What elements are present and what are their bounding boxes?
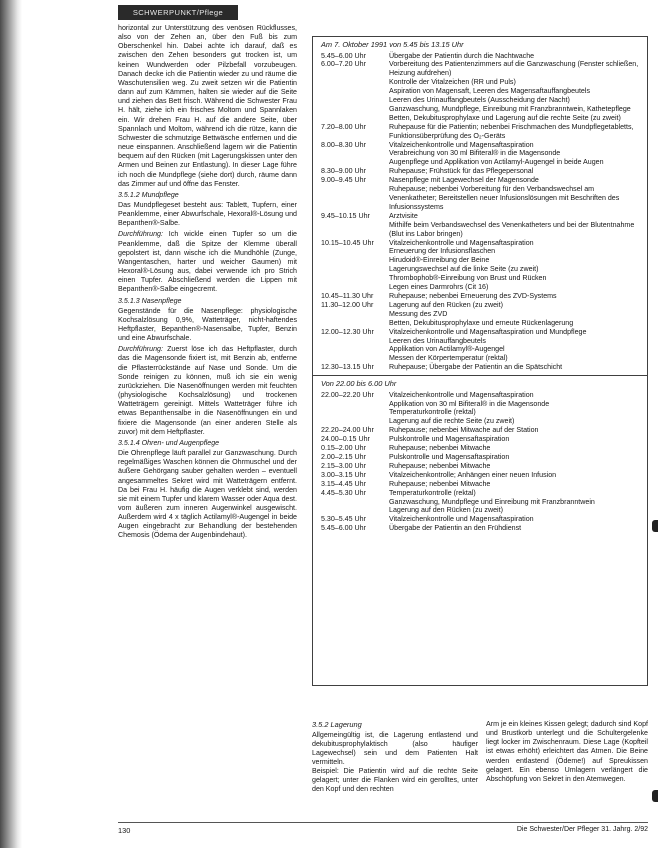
schedule-tasks xyxy=(389,444,643,453)
schedule-tasks xyxy=(389,391,643,427)
night-schedule-list xyxy=(313,391,647,534)
schedule-task: Erneuerung der Infusionsflaschen xyxy=(389,247,496,256)
schedule-task: Leeren des Urinauffangbeutels (Ausscheidung der Nacht) xyxy=(389,96,570,105)
schedule-tasks xyxy=(389,212,643,239)
subsection-heading: 3.5.1.4 Ohren- und Augenpflege xyxy=(118,438,220,447)
schedule-time: 22.20–24.00 Uhr xyxy=(321,426,374,435)
schedule-time: 0.15–2.00 Uhr xyxy=(321,444,366,453)
schedule-task: Legen eines Darmrohrs (Cit 16) xyxy=(389,283,489,292)
lagerung-paragraph: Allgemeingültig ist, die Lagerung entlastend und dekubitusprophylaktisch (also häufiger Lagewechsel) sein und dem Patienten Halt vermitteln. xyxy=(312,730,478,766)
schedule-task: Vitalzeichenkontrolle und Magensaftaspiration xyxy=(389,140,534,149)
schedule-time: 9.00–9.45 Uhr xyxy=(321,176,366,185)
schedule-time: 5.45–6.00 Uhr xyxy=(321,51,366,60)
schedule-task: Ruhepause für die Patientin; nebenbei Frischmachen des Mundpflegetabletts, Funktionsüberprüfung des O₂-Geräts xyxy=(389,122,634,140)
schedule-time: 2.00–2.15 Uhr xyxy=(321,452,366,461)
schedule-row xyxy=(313,363,647,372)
schedule-task: Vitalzeichenkontrolle; Anhängen einer neuen Infusion xyxy=(389,470,557,479)
schedule-tasks xyxy=(389,363,643,372)
paragraph-lead: Durchführung: xyxy=(118,345,163,354)
section-tab: SCHWERPUNKT/Pflege xyxy=(118,5,238,20)
body-paragraph xyxy=(118,230,297,294)
schedule-row xyxy=(313,489,647,516)
schedule-task: Aspiration von Magensaft, Leeren des Magensaftauffangbeutels xyxy=(389,87,590,96)
paragraph-text: Ich wickle einen Tupfer so um die Peanklemme, daß die Spitze der Klemme überall gepolstert ist, dann wische ich die Mundhöhle (Zunge, Wangentaschen, harter und weicher Gaumen) mit Hexoral®-Lösung aus, dabei verwende ich pro Strich einen Tupfer. Abschließend werden die Lippen mit Bepanthen®-Salbe eingecremt. xyxy=(118,230,297,294)
schedule-row xyxy=(313,480,647,489)
schedule-time: 12.00–12.30 Uhr xyxy=(321,327,374,336)
schedule-row xyxy=(313,462,647,471)
schedule-task: Vorbereitung des Patientenzimmers auf die Ganzwaschung (Fenster schließen, Heizung aufdrehen) xyxy=(389,60,639,78)
schedule-task: Lagerung auf den Rücken (zu zweit) xyxy=(389,506,503,515)
schedule-row xyxy=(313,212,647,239)
schedule-task: Temperaturkontrolle (rektal) xyxy=(389,488,476,497)
schedule-task: Betten, Dekubitusprophylaxe und erneute Rückenlagerung xyxy=(389,318,574,327)
schedule-row xyxy=(313,123,647,141)
schedule-time: 7.20–8.00 Uhr xyxy=(321,122,366,131)
schedule-tasks xyxy=(389,52,643,61)
body-paragraph xyxy=(118,449,297,541)
schedule-time: 8.30–9.00 Uhr xyxy=(321,167,366,176)
schedule-time: 5.45–6.00 Uhr xyxy=(321,524,366,533)
schedule-task: Hirudoid®-Einreibung der Beine xyxy=(389,256,490,265)
schedule-time: 4.45–5.30 Uhr xyxy=(321,488,366,497)
schedule-tasks xyxy=(389,123,643,141)
schedule-task: Vitalzeichenkontrolle und Magensaftaspiration und Mundpflege xyxy=(389,327,587,336)
schedule-row xyxy=(313,60,647,122)
footer-rule xyxy=(118,822,648,823)
schedule-tasks xyxy=(389,453,643,462)
schedule-tasks xyxy=(389,435,643,444)
schedule-task: Messen der Körpertemperatur (rektal) xyxy=(389,354,508,363)
paragraph-text: Das Mundpflegeset besteht aus: Tablett, Tupfern, einer Peanklemme, einer Abwurfschale, Hexoral®-Lösung und Bepanthen®-Salbe. xyxy=(118,200,297,228)
page-tab-marker xyxy=(652,790,658,802)
schedule-row xyxy=(313,292,647,301)
schedule-tasks xyxy=(389,524,643,533)
schedule-time: 6.00–7.20 Uhr xyxy=(321,60,366,69)
schedule-tasks xyxy=(389,239,643,292)
scan-shadow xyxy=(0,0,22,848)
schedule-tasks xyxy=(389,426,643,435)
paragraph-text: Gegenstände für die Nasenpflege: physiologische Kochsalzlösung 0,9%, Watteträger, nicht-haftendes Heftpflaster, Bepanthen®-Nasensalbe, Tupfer, Benzin und eine Abwurfschale. xyxy=(118,306,297,343)
schedule-task: Applikation von 30 ml Bifiteral® in die Magensonde xyxy=(389,399,550,408)
paragraph-text: Zuerst löse ich das Heftpflaster, durch das die Magensonde fixiert ist, mit Benzin ab, entferne die Pflasterrückstände auf Nase und Sonde. Um die Sonde reinigen zu können, muß ich sie ein wenig zurückziehen. Die Nasenöffnungen werden mit feuchten (physiologische Kochsalzlösung) und trockenen Watteträgern gereinigt. Mittels Watteträger führe ich etwas Bepanthensalbe in die Nasenöffnungen ein und fixiere die Magensonde (an einer anderen Stelle als zuvor) mit dem Heftpflaster. xyxy=(118,345,297,436)
schedule-row xyxy=(313,471,647,480)
body-paragraph xyxy=(118,307,297,344)
schedule-task: Ruhepause; nebenbei Mitwache xyxy=(389,479,491,488)
schedule-row xyxy=(313,239,647,292)
schedule-time: 3.00–3.15 Uhr xyxy=(321,470,366,479)
schedule-task: Lagerung auf den Rücken (zu zweit) xyxy=(389,300,503,309)
schedule-tasks xyxy=(389,60,643,122)
lagerung-paragraph: Arm je ein kleines Kissen gelegt; dadurch sind Kopf und Brustkorb unterlegt und die Schultergelenke liegt locker im Zwischenraum. Diese Lage (Kopfteil ist etwas erhöht) erleichtert das Atmen. Die Beine werden entlastend (Ödeme!) auf Spreukissen gelagert. Ein ebenso Umlagern verlängert die Abschöpfung von Sekret in den Atemwegen. xyxy=(486,720,648,783)
schedule-tasks xyxy=(389,515,643,524)
left-text-column xyxy=(118,24,297,816)
schedule-task: Mithilfe beim Verbandswechsel des Venenkatheters und bei der Blutentnahme (Blut ins Labor bringen) xyxy=(389,220,635,238)
schedule-tasks xyxy=(389,301,643,328)
schedule-task: Leeren des Urinauffangbeutels xyxy=(389,336,486,345)
subsection-heading: 3.5.1.2 Mundpflege xyxy=(118,190,179,199)
day-schedule-list xyxy=(313,52,647,373)
schedule-task: Vitalzeichenkontrolle und Magensaftaspiration xyxy=(389,238,534,247)
schedule-task: Ruhepause; Übergabe der Patientin an die Spätschicht xyxy=(389,363,563,372)
care-schedule-box xyxy=(312,36,648,686)
schedule-task: Thrombophob®-Einreibung von Brust und Rücken xyxy=(389,274,547,283)
schedule-task: Applikation von Actilamyl®-Augengel xyxy=(389,345,505,354)
schedule-row xyxy=(313,301,647,328)
schedule-tasks xyxy=(389,462,643,471)
page-tab-marker xyxy=(652,520,658,532)
body-paragraph xyxy=(118,201,297,228)
schedule-row xyxy=(313,453,647,462)
schedule-time: 3.15–4.45 Uhr xyxy=(321,479,366,488)
schedule-tasks xyxy=(389,141,643,168)
schedule-time: 9.45–10.15 Uhr xyxy=(321,211,370,220)
schedule-task: Augenpflege und Applikation von Actilamyl-Augengel in beide Augen xyxy=(389,158,604,167)
night-period-heading: Von 22.00 bis 6.00 Uhr xyxy=(321,379,397,389)
body-paragraph xyxy=(118,24,297,189)
schedule-task: Kontrolle der Vitalzeichen (RR und Puls) xyxy=(389,78,516,87)
schedule-time: 10.15–10.45 Uhr xyxy=(321,238,374,247)
schedule-task: Ruhepause; nebenbei Mitwache auf der Station xyxy=(389,426,539,435)
schedule-row xyxy=(313,167,647,176)
schedule-task: Verabreichung von 30 ml Bifiteral® in die Magensonde xyxy=(389,149,561,158)
page-number: 130 xyxy=(118,826,131,835)
schedule-time: 24.00–0.15 Uhr xyxy=(321,435,370,444)
lagerung-paragraph: Beispiel: Die Patientin wird auf die rechte Seite gelagert; unter die Flanken wird ein gerolltes, unter den Kopf und den rechten xyxy=(312,767,478,794)
schedule-task: Ruhepause; nebenbei Mitwache xyxy=(389,461,491,470)
schedule-row xyxy=(313,426,647,435)
schedule-task: Vitalzeichenkontrolle und Magensaftaspiration xyxy=(389,515,534,524)
schedule-task: Ruhepause; Frühstück für das Pflegepersonal xyxy=(389,167,534,176)
lagerung-continued xyxy=(486,720,648,816)
schedule-task: Pulskontrolle und Magensaftaspiration xyxy=(389,435,510,444)
schedule-tasks xyxy=(389,471,643,480)
journal-citation: Die Schwester/Der Pfleger 31. Jahrg. 2/92 xyxy=(516,826,648,833)
schedule-row xyxy=(313,435,647,444)
schedule-task: Nasenpflege mit Lagewechsel der Magensonde xyxy=(389,176,539,185)
schedule-row xyxy=(313,515,647,524)
schedule-row xyxy=(313,176,647,212)
paragraph-text: horizontal zur Unterstützung des venösen Rückflusses, also von der Zehen an, über den Fuß bis zum Oberschenkel hin. Dabei achte ich darauf, daß es zwischen den Zehen besonders gut trocken ist, um keinen Wundwerden oder Pilzbefall vorzubeugen. Danach decke ich die Patientin wieder zu und räume die Waschutensilien weg. Zu zweit setzen wir die Patientin dann auf zum Kämmen, halten sie wieder auf die Seite und ziehen das Bett frisch. Während die Schwester Frau H. hält, ziehe ich ein frisches Moltom und Spannlaken ein. Wir drehen Frau H. auf die andere Seite, über Spannlach und Moltom, während ich die rütze, kann die Schwester die schmutzige Bettwäsche entfernen und die neue einspannen. Anschließend lagern wir die Patientin bequem auf den Rücken (mit Lagerungskissen unter den Armen und Beinen zur Entlastung). In dieser Lage führe ich noch die Mundpflege (siehe dort) durch, räume dann das Zimmer auf und öffne das Fenster. xyxy=(118,24,297,188)
schedule-row xyxy=(313,391,647,427)
day-period-heading: Am 7. Oktober 1991 von 5.45 bis 13.15 Uhr xyxy=(321,40,464,49)
schedule-row xyxy=(313,328,647,364)
schedule-task: Pulskontrolle und Magensaftaspiration xyxy=(389,452,510,461)
schedule-tasks xyxy=(389,292,643,301)
schedule-task: Temperaturkontrolle (rektal) xyxy=(389,408,476,417)
body-paragraph xyxy=(118,345,297,437)
schedule-tasks xyxy=(389,480,643,489)
schedule-row xyxy=(313,52,647,61)
schedule-time: 22.00–22.20 Uhr xyxy=(321,390,374,399)
schedule-row xyxy=(313,141,647,168)
schedule-task: Übergabe der Patientin durch die Nachtwache xyxy=(389,51,535,60)
schedule-time: 2.15–3.00 Uhr xyxy=(321,461,366,470)
lagerung-heading: 3.5.2 Lagerung xyxy=(312,720,362,729)
schedule-tasks xyxy=(389,328,643,364)
schedule-task: Ganzwaschung, Mundpflege und Einreibung mit Franzbranntwein xyxy=(389,497,595,506)
schedule-time: 11.30–12.00 Uhr xyxy=(321,300,374,309)
schedule-time: 5.30–5.45 Uhr xyxy=(321,515,366,524)
schedule-task: Ruhepause; nebenbei Erneuerung des ZVD-Systems xyxy=(389,291,557,300)
lagerung-section xyxy=(312,720,478,816)
paragraph-text: Die Ohrenpflege läuft parallel zur Ganzwaschung. Durch regelmäßiges Waschen können die Ohrmuschel und der äußere Gehörgang sauber gehalten werden – eventuell angesammeltes Sekret wird mit Watteträgern entfernt. Da bei Frau H. häufig die Augen verklebt sind, werden sie mit einem Tupfer und klarem Wasser oder Aqua dest. vom äußeren zum inneren Augenwinkel ausgewischt. Außerdem wird 4 x täglich Actilamyl®-Augengel in beide Augen eingebracht zur Behandlung der bestehenden Chemosis (Ödema der Augenbindehaut). xyxy=(118,449,297,540)
schedule-task: Ruhepause; nebenbei Mitwache xyxy=(389,444,491,453)
subsection-heading: 3.5.1.3 Nasenpflege xyxy=(118,296,182,305)
schedule-task: Übergabe der Patientin an den Frühdienst xyxy=(389,524,522,533)
schedule-time: 8.00–8.30 Uhr xyxy=(321,140,366,149)
schedule-task: Lagerung auf die rechte Seite (zu zweit) xyxy=(389,417,515,426)
schedule-row xyxy=(313,444,647,453)
schedule-task: Ganzwaschung, Mundpflege, Einreibung mit Franzbranntwein, Kathetepflege xyxy=(389,104,631,113)
schedule-task: Lagerungswechsel auf die linke Seite (zu zweit) xyxy=(389,265,539,274)
schedule-tasks xyxy=(389,167,643,176)
paragraph-lead: Durchführung: xyxy=(118,230,163,239)
schedule-row xyxy=(313,524,647,533)
schedule-task: Messung des ZVD xyxy=(389,309,448,318)
schedule-task: Betten, Dekubitusprophylaxe und Lagerung auf die rechte Seite (zu zweit) xyxy=(389,113,621,122)
schedule-tasks xyxy=(389,489,643,516)
schedule-task: Vitalzeichenkontrolle und Magensaftaspiration xyxy=(389,390,534,399)
schedule-time: 10.45–11.30 Uhr xyxy=(321,291,374,300)
schedule-task: Ruhepause; nebenbei Vorbereitung für den Verbandswechsel am Venenkatheter; Bereitstellen neuer Infusionslösungen mit Beschriften des Infusionssystems xyxy=(389,185,620,211)
schedule-tasks xyxy=(389,176,643,212)
schedule-task: Arztvisite xyxy=(389,211,418,220)
schedule-time: 12.30–13.15 Uhr xyxy=(321,363,374,372)
